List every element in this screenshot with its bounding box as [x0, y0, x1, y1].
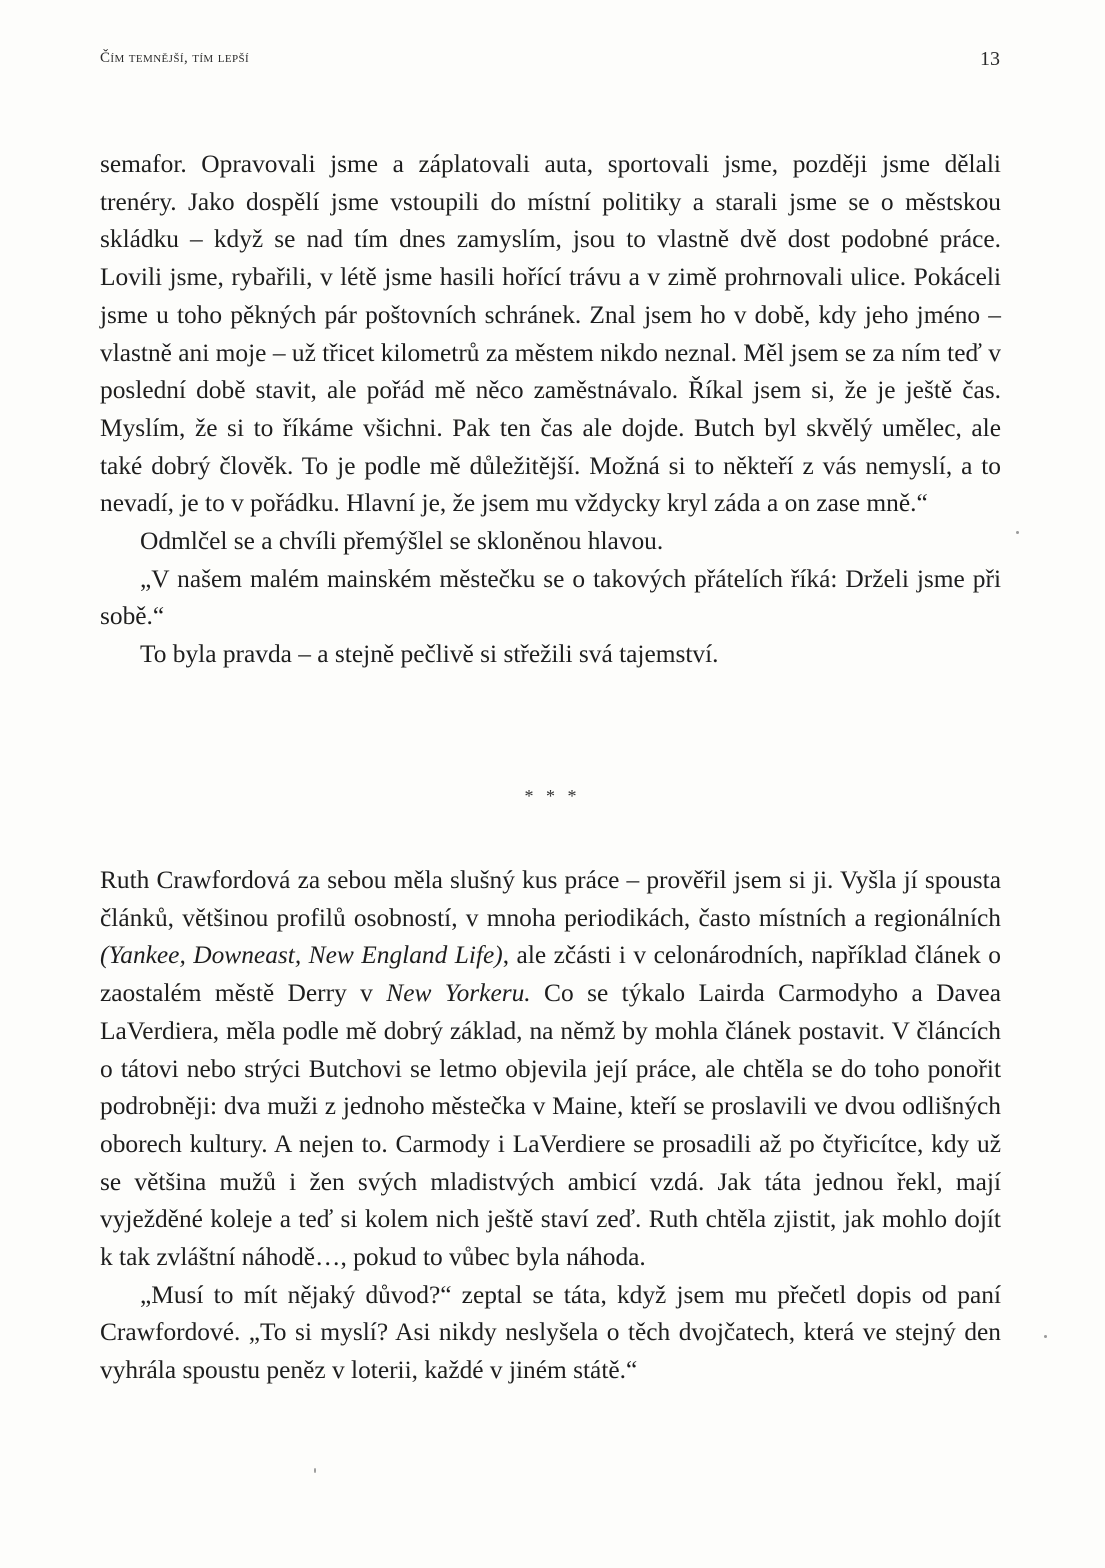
italic-text-run: New Yorkeru.	[386, 979, 531, 1008]
scan-speck	[1044, 1335, 1047, 1338]
paragraph	[100, 862, 1001, 1277]
italic-text-run: (Yankee, Downeast, New England Life)	[100, 941, 503, 970]
text-run: Co se týkalo Lairda Carmodyho a Davea LaVerdiera, měla podle mě dobrý základ, na němž by mohla článek postavit. V článcích o tátovi nebo strýci Butchovi se letmo objevila její práce, ale chtěla se do toho ponořit podrobněji: dva muži z jednoho městečka v Maine, kteří se proslavili ve dvou odlišných oborech kultury. A nejen to. Carmody i LaVerdiere se prosadili až po čtyřicítce, kdy už se většina mužů i žen svých mladistvých ambicí vzdá. Jak táta jednou řekl, mají vyježděné koleje a teď si kolem nich ještě staví zeď. Ruth chtěla zjistit, jak mohlo dojít k tak zvláštní náhodě…, pokud to vůbec byla náhoda.	[100, 979, 1001, 1272]
text-section-1	[100, 146, 1001, 674]
page-number: 13	[980, 48, 1000, 70]
scan-speck	[314, 1468, 316, 1473]
text-run: , ale zčásti i v celonárodních, například článek o zaostalém městě Derry v	[100, 941, 1001, 1008]
text-section-2	[100, 862, 1001, 1390]
paragraph: „V našem malém mainském městečku se o takových přátelích říká: Drželi jsme při sobě.“	[100, 564, 1001, 631]
running-title: Čím temnější, tím lepší	[100, 50, 250, 66]
paragraph: semafor. Opravovali jsme a záplatovali auta, sportovali jsme, později jsme dělali trenéry. Jako dospělí jsme vstoupili do místní politiky a starali jsme se o městskou skládku – když se nad tím dnes zamyslím, jsou to vlastně dvě dost podobné práce. Lovili jsme, rybařili, v létě jsme hasili hořící trávu a v zimě prohrnovali ulice. Pokáceli jsme u toho pěkných pár poštovních schránek. Znal jsem ho v době, kdy jeho jméno – vlastně ani moje – už třicet kilometrů za městem nikdo neznal. Měl jsem se za ním teď v poslední době stavit, ale pořád mě něco zaměstnávalo. Říkal jsem si, že je ještě čas. Myslím, že si to říkáme všichni. Pak ten čas ale dojde. Butch byl skvělý umělec, ale také dobrý člověk. To je podle mě důležitější. Možná si to někteří z vás nemyslí, a to nevadí, je to v pořádku. Hlavní je, že jsem mu vždycky kryl záda a on zase mně.“	[100, 150, 1001, 518]
text-run: Ruth Crawfordová za sebou měla slušný kus práce – prověřil jsem si ji. Vyšla jí spousta článků, většinou profilů osobností, v mnoha periodikách, často místních a regionálních	[100, 866, 1001, 932]
paragraph: „Musí to mít nějaký důvod?“ zeptal se táta, když jsem mu přečetl dopis od paní Crawfordové. „To si myslí? Asi nikdy neslyšela o těch dvojčatech, která ve stejný den vyhrála spoustu peněz v loterii, každé v jiném státě.“	[100, 1280, 1001, 1385]
section-break: * * *	[524, 786, 581, 806]
paragraph: To byla pravda – a stejně pečlivě si střežili svá tajemství.	[140, 640, 719, 669]
paragraph: Odmlčel se a chvíli přemýšlel se skloněnou hlavou.	[140, 527, 664, 556]
scan-speck	[1016, 531, 1019, 534]
